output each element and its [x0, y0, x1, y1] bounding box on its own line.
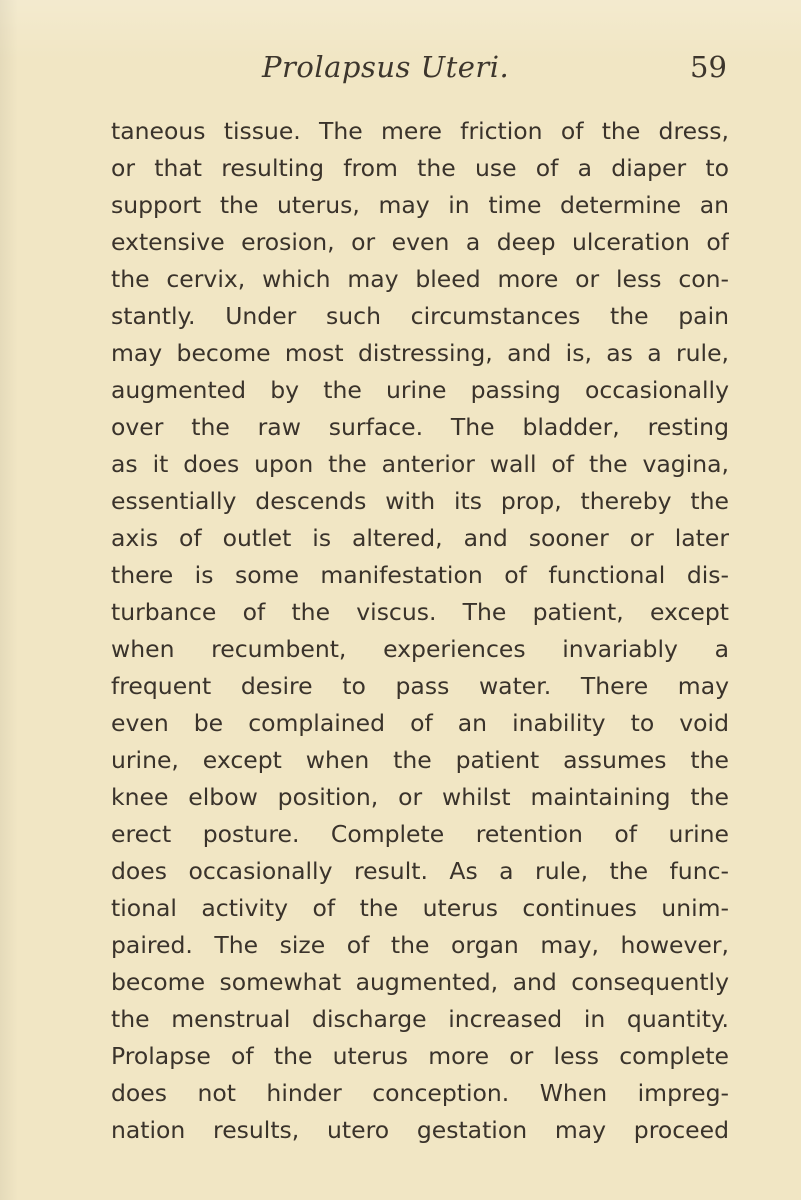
- text-line: erect posture. Complete retention of urine: [111, 820, 729, 848]
- text-line: support the uterus, may in time determine an: [111, 191, 729, 219]
- text-line: even be complained of an inability to void: [111, 709, 729, 737]
- page-number: 59: [690, 50, 727, 84]
- text-line: does not hinder conception. When impreg-: [111, 1079, 729, 1107]
- text-line: taneous tissue. The mere friction of the dress,: [111, 117, 729, 145]
- text-line: there is some manifestation of functional dis-: [111, 561, 729, 589]
- text-line: stantly. Under such circumstances the pain: [111, 302, 729, 330]
- text-line: Prolapse of the uterus more or less complete: [111, 1042, 729, 1070]
- text-line: augmented by the urine passing occasionally: [111, 376, 729, 404]
- text-line: paired. The size of the organ may, however,: [111, 931, 729, 959]
- text-line: tional activity of the uterus continues unim-: [111, 894, 729, 922]
- page-header: [0, 50, 801, 94]
- text-line: the menstrual discharge increased in quantity.: [111, 1005, 729, 1033]
- text-line: knee elbow position, or whilst maintaining the: [111, 783, 729, 811]
- text-line: nation results, utero gestation may proceed: [111, 1116, 729, 1144]
- text-line: become somewhat augmented, and consequently: [111, 968, 729, 996]
- text-line: may become most distressing, and is, as a rule,: [111, 339, 729, 367]
- text-line: frequent desire to pass water. There may: [111, 672, 729, 700]
- body-text: [111, 113, 729, 1149]
- text-line: over the raw surface. The bladder, resting: [111, 413, 729, 441]
- text-line: urine, except when the patient assumes the: [111, 746, 729, 774]
- text-line: essentially descends with its prop, thereby the: [111, 487, 729, 515]
- text-line: the cervix, which may bleed more or less con-: [111, 265, 729, 293]
- text-line: as it does upon the anterior wall of the vagina,: [111, 450, 729, 478]
- text-line: extensive erosion, or even a deep ulceration of: [111, 228, 729, 256]
- text-line: or that resulting from the use of a diaper to: [111, 154, 729, 182]
- text-line: turbance of the viscus. The patient, except: [111, 598, 729, 626]
- running-title: Prolapsus Uteri.: [262, 50, 510, 84]
- text-line: axis of outlet is altered, and sooner or later: [111, 524, 729, 552]
- text-line: does occasionally result. As a rule, the func-: [111, 857, 729, 885]
- text-line: when recumbent, experiences invariably a: [111, 635, 729, 663]
